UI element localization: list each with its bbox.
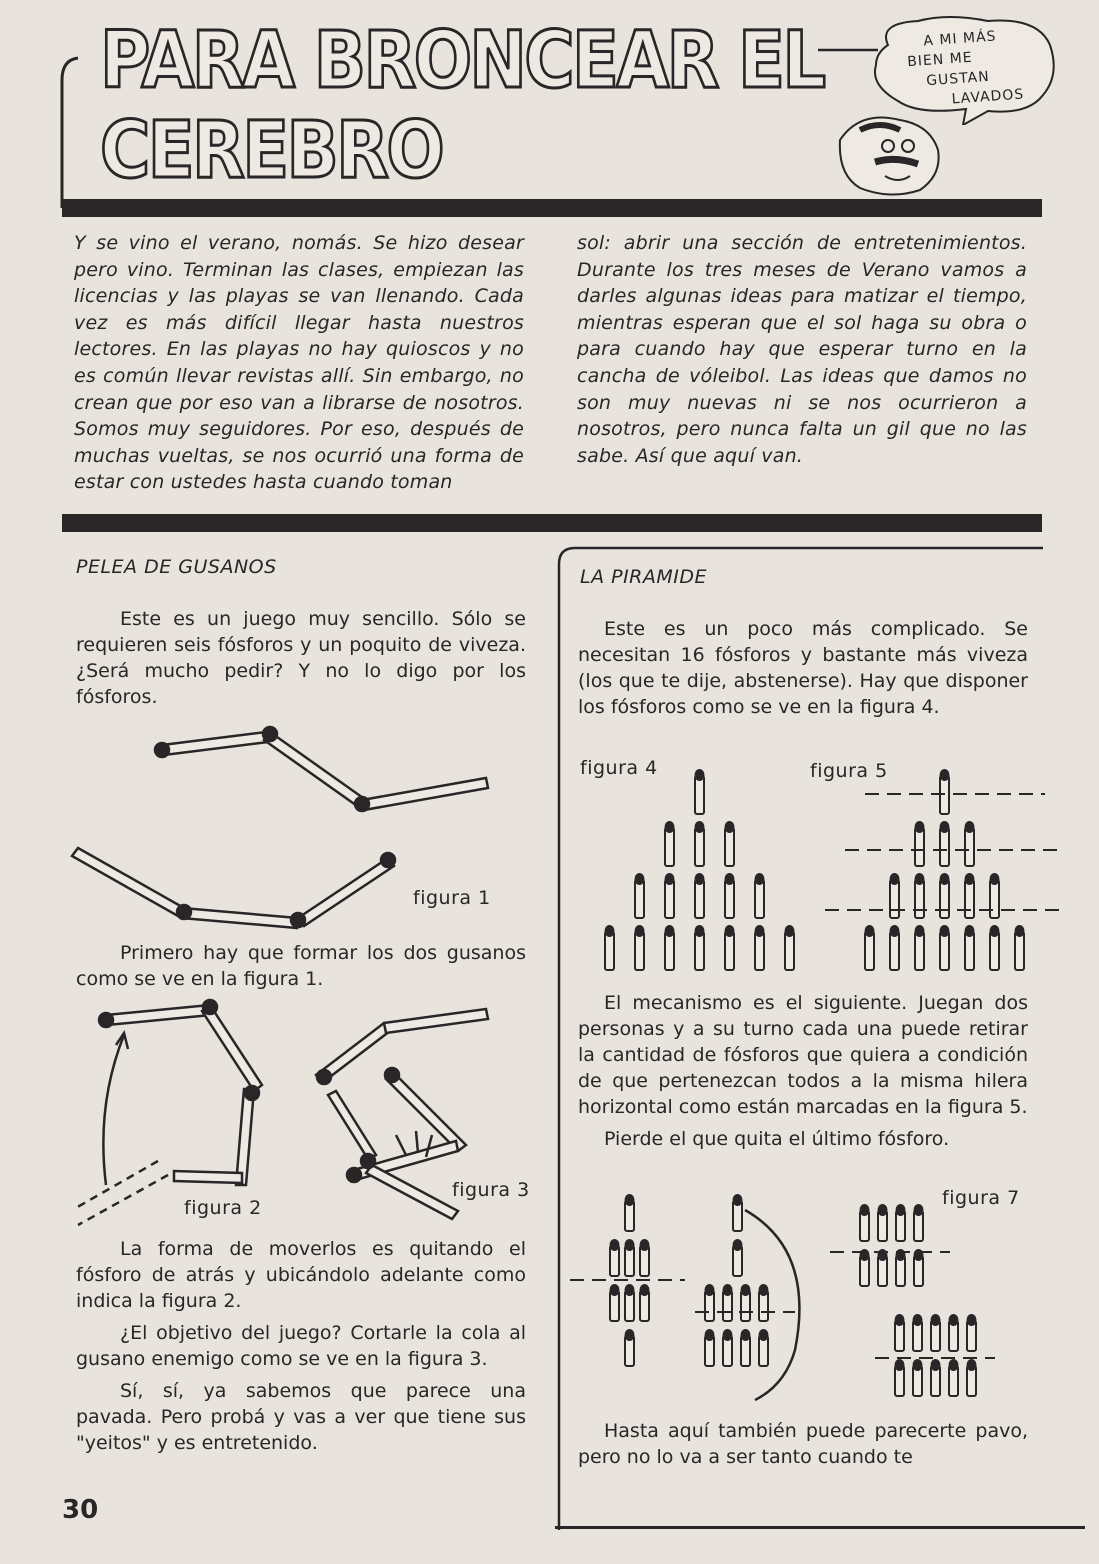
match-head bbox=[733, 1239, 743, 1251]
worms-paragraph-3 bbox=[76, 1236, 526, 1462]
match-head bbox=[913, 1314, 923, 1326]
match-head bbox=[895, 1359, 905, 1371]
match-head bbox=[965, 873, 975, 885]
match-head bbox=[914, 1204, 924, 1216]
match-head bbox=[990, 873, 1000, 885]
match-head bbox=[723, 1284, 733, 1296]
pyramid-paragraph-3 bbox=[578, 1418, 1028, 1476]
match-head bbox=[949, 1359, 959, 1371]
worms-text-3: La forma de moverlos es quitando el fósforo de atrás y ubicándolo adelante como indica la figura 2. bbox=[76, 1238, 526, 1312]
match-stick bbox=[605, 932, 614, 970]
match-stick bbox=[695, 776, 704, 814]
match-head bbox=[940, 925, 950, 937]
match-head bbox=[725, 821, 735, 833]
match-head bbox=[940, 769, 950, 781]
bubble-text-line2: BIEN ME bbox=[906, 49, 974, 71]
match-head bbox=[890, 925, 900, 937]
match-head bbox=[878, 1204, 888, 1216]
match-stick bbox=[890, 932, 899, 970]
match-head bbox=[705, 1284, 715, 1296]
figure-4-5-pyramids bbox=[595, 760, 1065, 980]
match-head bbox=[625, 1329, 635, 1341]
match-stick bbox=[915, 880, 924, 918]
match-head bbox=[965, 821, 975, 833]
match-stick bbox=[635, 880, 644, 918]
match-stick bbox=[665, 932, 674, 970]
pyramid-paragraph-2 bbox=[578, 990, 1028, 1158]
match-head bbox=[860, 1249, 870, 1261]
match-head bbox=[741, 1329, 751, 1341]
match-stick bbox=[890, 880, 899, 918]
match-stick bbox=[940, 932, 949, 970]
match-stick bbox=[635, 932, 644, 970]
match-head bbox=[931, 1314, 941, 1326]
match-head bbox=[913, 1359, 923, 1371]
figure-7-label: figura 7 bbox=[942, 1187, 1020, 1209]
match-head bbox=[695, 769, 705, 781]
figure-1-label: figura 1 bbox=[413, 887, 491, 909]
match-head bbox=[695, 873, 705, 885]
match-head bbox=[741, 1284, 751, 1296]
figure-2-label: figura 2 bbox=[184, 1197, 262, 1219]
match-head bbox=[785, 925, 795, 937]
figure-3-label: figura 3 bbox=[452, 1179, 530, 1201]
match-head bbox=[915, 873, 925, 885]
match-head bbox=[931, 1359, 941, 1371]
match-head bbox=[725, 873, 735, 885]
match-head bbox=[625, 1239, 635, 1251]
match-head bbox=[990, 925, 1000, 937]
match-stick bbox=[665, 828, 674, 866]
match-stick bbox=[695, 880, 704, 918]
match-head bbox=[915, 821, 925, 833]
match-head bbox=[635, 873, 645, 885]
match-stick bbox=[990, 880, 999, 918]
match-head bbox=[725, 925, 735, 937]
match-head bbox=[610, 1284, 620, 1296]
pyramid-paragraph-1 bbox=[578, 616, 1028, 726]
bubble-text-line4: LAVADOS bbox=[951, 86, 1025, 108]
pyramid-text-3: Pierde el que quita el último fósforo. bbox=[604, 1128, 950, 1150]
pyramid-text-2: El mecanismo es el siguiente. Juegan dos personas y a su turno cada una puede retirar la cantidad de fósforos que quiera a condición de que pertenezcan todos a la misma hilera horizontal como están marcadas en la figura 5. bbox=[578, 992, 1028, 1118]
match-head bbox=[914, 1249, 924, 1261]
worms-paragraph-1 bbox=[76, 606, 526, 716]
match-stick bbox=[1015, 932, 1024, 970]
match-head bbox=[635, 925, 645, 937]
match-head bbox=[895, 1314, 905, 1326]
pyramid-text-1: Este es un poco más complicado. Se necesitan 16 fósforos y bastante más viveza (los que te dije, abstenerse). Hay que disponer los fósforos como se ve en la figura 4. bbox=[578, 618, 1028, 718]
match-stick bbox=[940, 828, 949, 866]
match-stick bbox=[990, 932, 999, 970]
section-rule bbox=[62, 514, 1042, 532]
match-head bbox=[915, 925, 925, 937]
match-stick bbox=[915, 932, 924, 970]
match-stick bbox=[665, 880, 674, 918]
match-head bbox=[640, 1239, 650, 1251]
match-head bbox=[878, 1249, 888, 1261]
match-head bbox=[755, 873, 765, 885]
match-head bbox=[759, 1329, 769, 1341]
figure-4-label: figura 4 bbox=[580, 757, 658, 779]
match-stick bbox=[695, 828, 704, 866]
match-head bbox=[940, 873, 950, 885]
match-stick bbox=[915, 828, 924, 866]
match-head bbox=[723, 1329, 733, 1341]
match-head bbox=[705, 1329, 715, 1341]
match-head bbox=[1015, 925, 1025, 937]
bubble-text-line3: GUSTAN bbox=[925, 68, 991, 90]
cartoon-face-illustration bbox=[830, 100, 950, 200]
move-arrow bbox=[745, 1210, 799, 1400]
match-head bbox=[625, 1194, 635, 1206]
match-stick bbox=[725, 880, 734, 918]
match-stick bbox=[755, 880, 764, 918]
worms-text-4: ¿El objetivo del juego? Cortarle la cola al gusano enemigo como se ve en la figura 3. bbox=[76, 1322, 526, 1370]
match-stick bbox=[965, 880, 974, 918]
figure-2-3-matches bbox=[66, 985, 546, 1240]
match-head bbox=[640, 1284, 650, 1296]
match-head bbox=[965, 925, 975, 937]
match-head bbox=[695, 821, 705, 833]
match-head bbox=[860, 1204, 870, 1216]
match-stick bbox=[755, 932, 764, 970]
match-head bbox=[759, 1284, 769, 1296]
match-stick bbox=[940, 880, 949, 918]
match-head bbox=[665, 821, 675, 833]
worms-heading: PELEA DE GUSANOS bbox=[76, 556, 277, 578]
match-head bbox=[733, 1194, 743, 1206]
match-stick bbox=[725, 828, 734, 866]
match-stick bbox=[725, 932, 734, 970]
match-head bbox=[605, 925, 615, 937]
match-stick bbox=[695, 932, 704, 970]
worms-text-1: Este es un juego muy sencillo. Sólo se requieren seis fósforos y un poquito de viveza. ¿Será mucho pedir? Y no lo digo por los fósforos. bbox=[76, 608, 526, 708]
match-head bbox=[665, 925, 675, 937]
worms-text-2: Primero hay que formar los dos gusanos como se ve en la figura 1. bbox=[76, 942, 526, 990]
match-head bbox=[967, 1359, 977, 1371]
bottom-rule bbox=[555, 1526, 1085, 1529]
match-head bbox=[665, 873, 675, 885]
match-head bbox=[610, 1239, 620, 1251]
page-number: 30 bbox=[62, 1495, 99, 1525]
match-head bbox=[755, 925, 765, 937]
intro-left-column: Y se vino el verano, nomás. Se hizo desear pero vino. Terminan las clases, empiezan las licencias y las playas se van llenando. Cada vez es más difícil llegar hasta nuestros lectores. En las playas no hay quioscos y no es común llevar revistas allí. Sin embargo, no crean que por eso van a librarse de nosotros. Somos muy seguidores. Por eso, después de muchas vueltas, se nos ocurrió una forma de estar con ustedes hasta cuando toman bbox=[74, 232, 524, 494]
page-title-line2: CEREBRO bbox=[100, 106, 443, 196]
match-head bbox=[695, 925, 705, 937]
figure-5-label: figura 5 bbox=[810, 760, 888, 782]
match-head bbox=[865, 925, 875, 937]
match-head bbox=[890, 873, 900, 885]
match-stick bbox=[965, 828, 974, 866]
match-stick bbox=[965, 932, 974, 970]
page-title-line1: PARA BRONCEAR EL bbox=[100, 16, 824, 106]
figure-6-7-pyramids bbox=[565, 1190, 1035, 1415]
match-head bbox=[896, 1204, 906, 1216]
match-stick bbox=[785, 932, 794, 970]
bubble-text-line1: A MI MÁS bbox=[922, 28, 998, 50]
pyramid-heading: LA PIRAMIDE bbox=[580, 566, 708, 588]
match-head bbox=[940, 821, 950, 833]
match-head bbox=[896, 1249, 906, 1261]
worms-text-5: Sí, sí, ya sabemos que parece una pavada. Pero probá y vas a ver que tiene sus "yeitos" y es entretenido. bbox=[76, 1380, 526, 1454]
intro-right-column: sol: abrir una sección de entretenimientos. Durante los tres meses de Verano vamos a darles algunas ideas para matizar el tiempo, mientras esperan que el sol haga su obra o para cuando hay que esperar turno en la cancha de vóleibol. Las ideas que damos no son muy nuevas ni se nos ocurrieron a nosotros, pero nunca falta un gil que no las sabe. Así que aquí van. bbox=[577, 232, 1027, 467]
pyramid-text-4: Hasta aquí también puede parecerte pavo, pero no lo va a ser tanto cuando te bbox=[578, 1420, 1028, 1468]
match-stick bbox=[865, 932, 874, 970]
title-rule bbox=[62, 199, 1042, 217]
match-head bbox=[967, 1314, 977, 1326]
match-head bbox=[949, 1314, 959, 1326]
match-head bbox=[625, 1284, 635, 1296]
